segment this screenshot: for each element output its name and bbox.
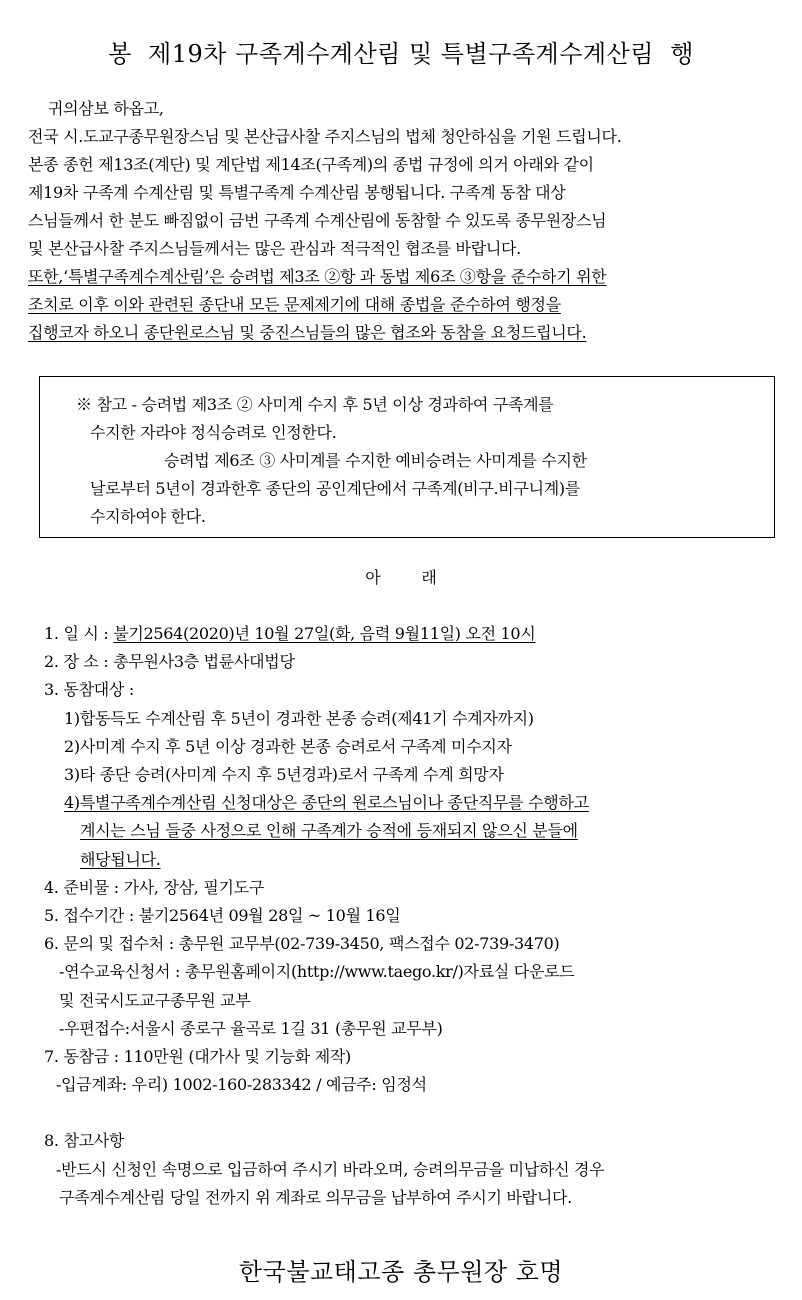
- account-item: -입금계좌: 우리) 1002-160-283342 / 예금주: 임정석: [56, 1075, 427, 1095]
- underlined-intro-line: 집행코자 하오니 종단원로스님 및 중진스님들의 많은 협조와 동참을 요청드립니다.: [28, 323, 587, 342]
- period-item: 5. 접수기간 : 불기2564년 09월 28일 ~ 10월 16일: [44, 906, 401, 926]
- prep-item: 4. 준비물 : 가사, 장삼, 필기도구: [44, 877, 264, 897]
- intro-paragraph: [28, 95, 790, 347]
- date-value: 불기2564(2020)년 10월 27일(화, 음력 9월11일) 오전 10시: [113, 624, 536, 643]
- intro-line: 스님들께서 한 분도 빠짐없이 금번 구족계 수계산림에 동참할 수 있도록 종무원장스님: [28, 211, 607, 230]
- fee-item: 7. 동참금 : 110만원 (대가사 및 기능화 제작): [44, 1047, 351, 1067]
- intro-line: 전국 시.도교구종무원장스님 및 본산급사찰 주지스님의 법체 청안하심을 기원 드립니다.: [28, 127, 622, 146]
- signature: 한국불교태고종 총무원장 호명: [238, 1258, 564, 1286]
- note-line: 수지한 자라야 정식승려로 인정한다.: [90, 423, 337, 442]
- participant-item: 2)사미계 수지 후 5년 이상 경과한 본종 승려로서 구족계 미수지자: [64, 736, 512, 756]
- participant-item-special: 4)특별구족계수계산림 신청대상은 종단의 원로스님이나 종단직무를 수행하고: [64, 793, 589, 813]
- participant-item-special: 해당됩니다.: [80, 849, 161, 869]
- note-line: ※ 참고 - 승려법 제3조 ② 사미계 수지 후 5년 이상 경과하여 구족계를: [76, 395, 554, 414]
- spacer: [44, 1099, 794, 1127]
- greeting-line: 귀의삼보 하옵고,: [48, 99, 164, 118]
- place-item: 2. 장 소 : 총무원사3층 법륜사대법당: [44, 652, 295, 672]
- date-label: 1. 일 시 :: [44, 624, 114, 643]
- underlined-intro-line: 또한,‘특별구족계수계산림’은 승려법 제3조 ②항 과 동법 제6조 ③항을 준수하기 위한: [28, 267, 607, 286]
- reference-item: 구족계수계산림 당일 전까지 위 계좌로 의무금을 납부하여 주시기 바랍니다.: [59, 1187, 572, 1207]
- reference-item: -반드시 신청인 속명으로 입금하여 주시기 바라오며, 승려의무금을 미납하신 경우: [56, 1159, 605, 1179]
- contact-sub-item: -우편접수:서울시 종로구 율곡로 1길 31 (총무원 교무부): [59, 1018, 443, 1038]
- participant-item: 3)타 종단 승려(사미계 수지 후 5년경과)로서 구족계 수계 희망자: [64, 765, 504, 785]
- contact-sub-item: -연수교육신청서 : 총무원홈페이지(http://www.taego.kr/)자료실 다운로드: [59, 962, 575, 982]
- contact-item: 6. 문의 및 접수처 : 총무원 교무부(02-739-3450, 팩스접수 02-739-3470): [44, 934, 560, 954]
- underlined-intro-line: 조치로 이후 이와 관련된 종단내 모든 문제제기에 대해 종법을 준수하여 행정을: [28, 295, 561, 314]
- document-title: 봉 제19차 구족계수계산림 및 특별구족계수계산림 행: [108, 40, 694, 68]
- intro-line: 제19차 구족계 수계산림 및 특별구족계 수계산림 봉행됩니다. 구족계 동참 대상: [28, 183, 566, 202]
- intro-line: 본종 종헌 제13조(계단) 및 계단법 제14조(구족계)의 종법 규정에 의거 아래와 같이: [28, 155, 594, 174]
- note-line: 날로부터 5년이 경과한후 종단의 공인계단에서 구족계(비구.비구니계)를: [90, 479, 581, 498]
- section-heading-below: 아 래: [365, 568, 437, 587]
- details-list: [44, 620, 794, 1212]
- note-line: 수지하여야 한다.: [90, 507, 206, 526]
- contact-sub-item: 및 전국시도교구종무원 교부: [59, 990, 251, 1010]
- participant-item: 1)합동득도 수계산림 후 5년이 경과한 본종 승려(제41기 수계자까지): [64, 708, 534, 728]
- intro-line: 및 본산급사찰 주지스님들께서는 많은 관심과 적극적인 협조를 바랍니다.: [28, 239, 521, 258]
- date-item: [44, 620, 794, 648]
- note-line: 승려법 제6조 ③ 사미계를 수지한 예비승려는 사미계를 수지한: [164, 451, 587, 470]
- participant-item-special: 계시는 스님 들중 사정으로 인해 구족계가 승적에 등재되지 않으신 분들에: [80, 821, 578, 841]
- reference-note-box: [39, 376, 775, 538]
- participants-label: 3. 동참대상 :: [44, 680, 134, 700]
- reference-label: 8. 참고사항: [44, 1131, 125, 1151]
